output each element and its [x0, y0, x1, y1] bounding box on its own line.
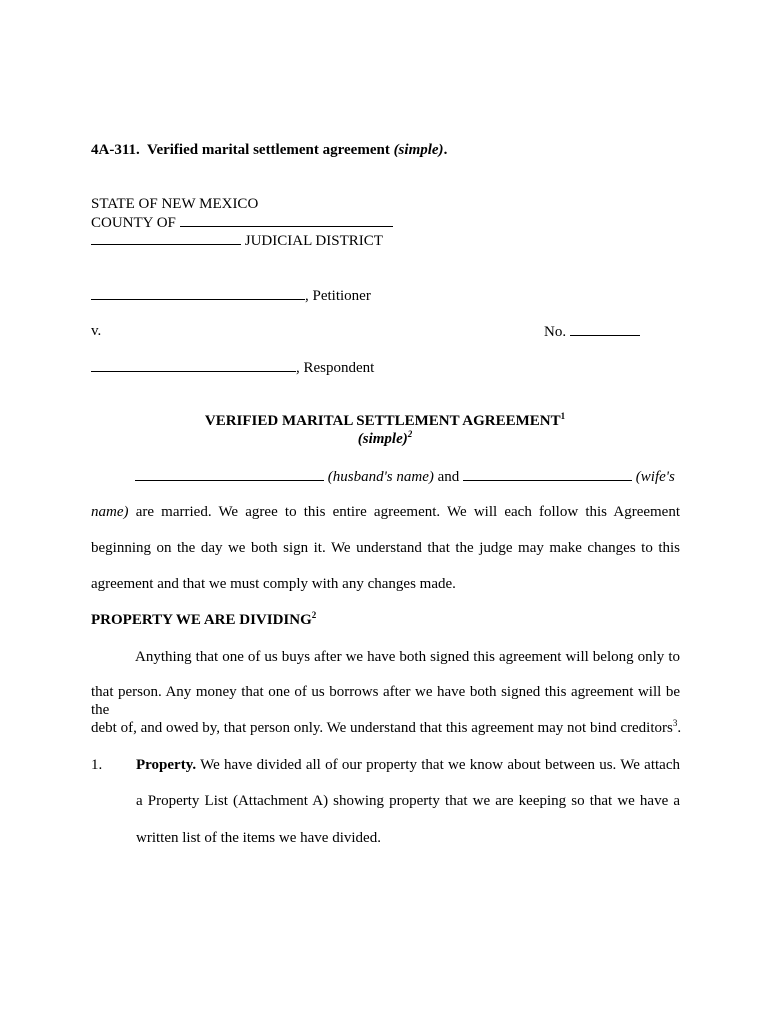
property-para-line-2: that person. Any money that one of us borrows after we have both signed this agreement will be the	[91, 684, 680, 718]
intro-line-3: beginning on the day we both sign it. We understand that the judge may make changes to this	[91, 540, 680, 556]
subtitle-footnote: 2	[407, 429, 413, 439]
county-line	[91, 213, 393, 232]
agreement-subtitle-text: (simple)	[357, 431, 408, 447]
respondent-blank[interactable]	[91, 358, 296, 372]
item-1-label: Property.	[136, 757, 197, 773]
agreement-title	[0, 412, 770, 430]
property-para-line-3	[91, 719, 681, 737]
wife-name-label-part1: (wife's	[635, 469, 675, 485]
district-blank[interactable]	[91, 231, 241, 245]
property-heading	[91, 611, 316, 629]
respondent-line	[91, 358, 374, 377]
property-heading-text: PROPERTY WE ARE DIVIDING	[91, 612, 312, 628]
creditors-footnote: 3	[672, 718, 678, 728]
case-number-label: No.	[544, 324, 567, 340]
form-heading	[91, 141, 447, 159]
agreement-subtitle	[0, 430, 770, 448]
property-heading-footnote: 2	[311, 610, 317, 620]
property-para-line-3-text: debt of, and owed by, that person only. We understand that this agreement may not bind creditors	[91, 720, 673, 736]
agreement-title-text: VERIFIED MARITAL SETTLEMENT AGREEMENT	[204, 413, 561, 429]
wife-name-label-part2: name)	[91, 504, 129, 520]
title-footnote: 1	[560, 411, 566, 421]
district-line	[91, 231, 383, 250]
form-heading-title: Verified marital settlement agreement	[146, 142, 390, 158]
county-blank[interactable]	[180, 213, 393, 227]
form-heading-punct: .	[443, 142, 448, 158]
item-1-line-3: written list of the items we have divided.	[136, 830, 381, 846]
petitioner-blank[interactable]	[91, 286, 305, 300]
petitioner-label: , Petitioner	[305, 288, 371, 304]
wife-name-blank[interactable]	[463, 467, 632, 481]
intro-line-1	[135, 467, 675, 486]
case-number-line	[544, 322, 640, 341]
husband-name-label: (husband's name)	[327, 469, 434, 485]
intro-line-2-text: are married. We agree to this entire agreement. We will each follow this Agreement	[135, 504, 680, 520]
property-para-line-3-end: .	[677, 720, 682, 736]
state-line: STATE OF NEW MEXICO	[91, 196, 259, 212]
form-heading-qualifier: (simple)	[393, 142, 444, 158]
intro-line-4: agreement and that we must comply with any changes made.	[91, 576, 456, 592]
county-label: COUNTY OF	[91, 215, 176, 231]
husband-name-blank[interactable]	[135, 467, 324, 481]
versus: v.	[91, 323, 102, 339]
item-1-number: 1.	[91, 757, 103, 773]
respondent-label: , Respondent	[296, 360, 375, 376]
item-1-line-1	[136, 756, 680, 774]
and-word: and	[437, 469, 460, 485]
case-number-blank[interactable]	[570, 322, 640, 336]
intro-line-2	[91, 503, 680, 521]
item-1-line-1-text: We have divided all of our property that we know about between us. We attach	[200, 757, 680, 773]
property-para-line-1: Anything that one of us buys after we have both signed this agreement will belong only to	[135, 649, 680, 665]
petitioner-line	[91, 286, 371, 305]
district-label: JUDICIAL DISTRICT	[244, 233, 383, 249]
item-1-line-2: a Property List (Attachment A) showing property that we are keeping so that we have a	[136, 793, 680, 809]
form-number: 4A-311.	[91, 142, 140, 158]
